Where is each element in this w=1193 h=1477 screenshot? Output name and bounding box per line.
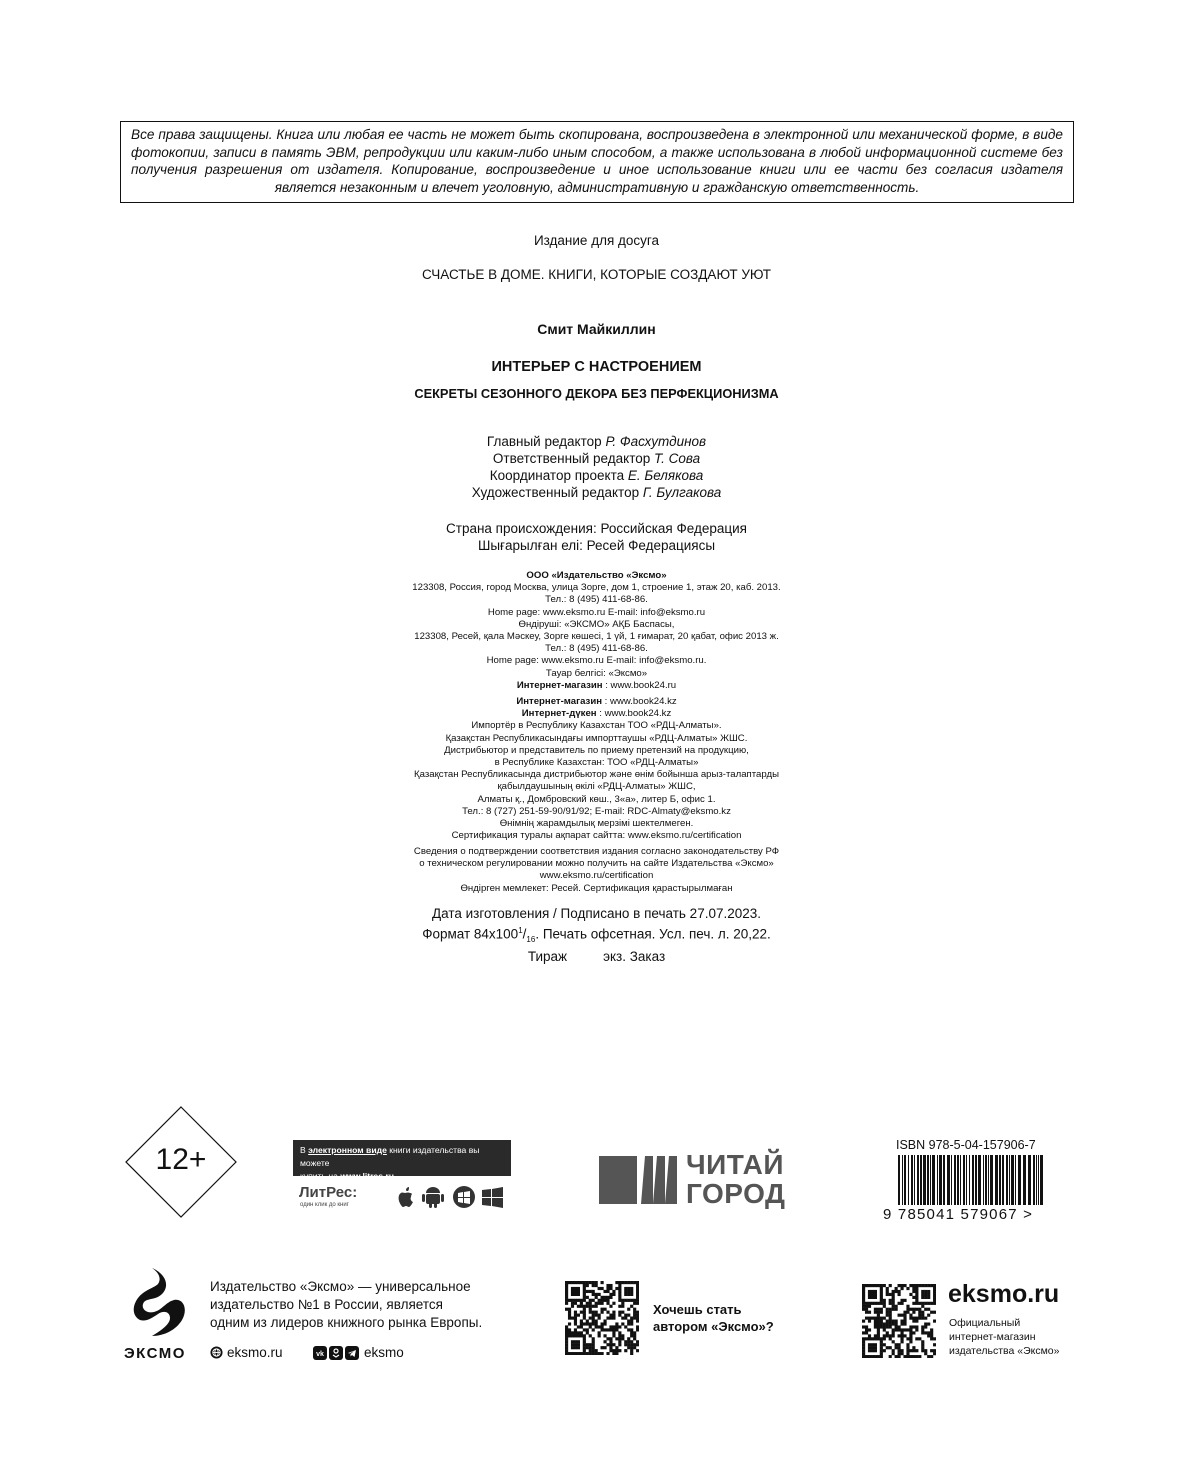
isbn-label: ISBN 978-5-04-157906-7 [896,1138,1036,1152]
publisher-line: Импортёр в Республику Казахстан ТОО «РДЦ-Алматы». [471,720,722,732]
online-shop-line: Интернет-магазин : www.book24.ru [516,679,677,691]
android-icon [422,1187,444,1208]
publisher-line: Қазақстан Республикасында дистрибьютор және өнім бойынша арыз-талаптарды [414,769,779,781]
online-shop-kz-2: Интернет-дүкен : www.book24.kz [521,708,672,720]
publisher-line: Тел.: 8 (495) 411-68-86. [545,594,648,606]
windows-icon [482,1187,503,1208]
publisher-line: Home page: www.eksmo.ru E-mail: info@eksmo.ru. [486,655,707,667]
litres-banner-line2: купить на www.litres.ru [300,1171,394,1181]
shop-desc-line: интернет-магазин [949,1331,1036,1343]
author-cta-line: автором «Эксмо»? [653,1319,774,1334]
barcode-icon [896,1155,1046,1209]
publisher-line: www.eksmo.ru/certification [539,870,654,882]
print-info [0,905,1193,965]
publisher-line: Сертификация туралы ақпарат сайтта: www.eksmo.ru/certification [451,830,742,842]
origin-info [0,520,1193,554]
vk-icon [313,1346,327,1360]
chitai-gorod-text [686,1150,785,1208]
print-date: Дата изготовления / Подписано в печать 27.07.2023. [432,906,761,921]
chitai-gorod-line1: ЧИТАЙ [686,1149,784,1180]
publisher-line: Дистрибьютор и представитель по приему претензий на продукцию, [444,744,749,756]
publisher-line: Алматы қ., Домбровский көш., 3«а», литер Б, офис 1. [477,793,716,805]
eksmo-logo [126,1266,190,1340]
print-format: Формат $84x100^1/_{16}$. Печать офсетная. Усл. печ. л. 20,22. [422,926,771,945]
eksmo-about-line: одним из лидеров книжного рынка Европы. [210,1315,483,1330]
svg-text:vk: vk [316,1350,324,1358]
publisher-line: 123308, Ресей, қала Мәскеу, Зорге көшесі, 1 үй, 1 ғимарат, 20 қабат, офис 2013 ж. [414,631,779,643]
shop-qr-code[interactable] [862,1284,936,1358]
isbn-barcode [896,1155,1046,1209]
author-qr-code[interactable] [565,1281,639,1355]
publisher-line: Өндіруші: «ЭКСМО» АҚБ Баспасы, [518,618,675,630]
print-circulation: Тираж экз. Заказ [527,949,666,965]
author-cta [653,1301,774,1335]
apple-icon [399,1187,413,1207]
litres-tagline: один клик до книг [300,1202,349,1208]
eksmo-logo-text: ЭКСМО [124,1345,186,1362]
ok-icon [329,1346,343,1360]
telegram-icon [345,1346,359,1360]
isbn-digits: 9 785041 579067 > [883,1206,1034,1223]
publisher-line: Тауар белгісі: «Эксмо» [545,667,648,679]
age-rating-badge [125,1106,237,1218]
age-rating-text: 12+ [155,1143,207,1176]
eksmo-about [210,1278,482,1332]
author-cta-line: Хочешь стать [653,1302,742,1317]
eksmo-shop-desc [949,1316,1060,1358]
platform-icons [398,1185,504,1209]
credit-line: Координатор проекта Е. Белякова [489,468,704,483]
publisher-line: в Республике Казахстан: ТОО «РДЦ-Алматы» [494,757,699,769]
publisher-line: 123308, Россия, город Москва, улица Зорге, дом 1, строение 1, этаж 20, каб. 2013. [412,582,781,594]
publisher-line: Өнімнің жарамдылық мерзімі шектелмеген. [499,818,694,830]
origin-ru: Страна происхождения: Российская Федерация [446,521,747,536]
publisher-line: о техническом регулировании можно получить на сайте Издательства «Эксмо» [419,858,774,870]
chitai-gorod-line2: ГОРОД [686,1178,786,1209]
shop-desc-line: издательства «Эксмо» [949,1345,1060,1357]
publisher-line: Тел.: 8 (727) 251-59-90/91/92; E-mail: RDC-Almaty@eksmo.kz [462,805,731,817]
publisher-line: Тел.: 8 (495) 411-68-86. [545,643,648,655]
litres-banner-line1: В электронном виде книги издательства вы можете [300,1145,480,1168]
series-title: СЧАСТЬЕ В ДОМЕ. КНИГИ, КОТОРЫЕ СОЗДАЮТ УЮТ [421,267,772,282]
book-subtitle: СЕКРЕТЫ СЕЗОННОГО ДЕКОРА БЕЗ ПЕРФЕКЦИОНИЗМА [414,386,779,401]
publisher-line: Home page: www.eksmo.ru E-mail: info@eksmo.ru [487,606,706,618]
publisher-line: Қазақстан Республикасындағы импорттаушы «РДЦ-Алматы» ЖШС. [445,732,748,744]
windows-phone-icon [453,1186,475,1208]
publisher-block-1 [0,570,1193,692]
eksmo-site-link[interactable]: eksmo.ru [210,1345,283,1360]
eksmo-shop-title: eksmo.ru [948,1280,1060,1308]
author-name: Смит Майкиллин [537,321,656,337]
publisher-line: қабылдаушының өкілі «РДЦ-Алматы» ЖШС, [497,781,696,793]
publisher-line: Сведения о подтверждении соответствия издания согласно законодательству РФ [413,846,780,857]
publisher-name: ООО «Издательство «Эксмо» [526,570,667,581]
chitai-gorod-mark-icon [599,1154,679,1206]
eksmo-social-links[interactable]: vk eksmo [313,1345,404,1360]
online-shop-kz: Интернет-магазин : www.book24.kz [516,696,677,707]
credits [0,433,1193,501]
qr-code-icon [862,1284,936,1358]
globe-icon [210,1346,223,1359]
origin-kz: Шығарылған елі: Ресей Федерациясы [477,538,716,553]
qr-code-icon [565,1281,639,1355]
shop-desc-line: Официальный [949,1317,1021,1329]
book-title: ИНТЕРЬЕР С НАСТРОЕНИЕМ [491,359,702,375]
publisher-block-3 [0,846,1193,895]
copyright-notice [120,121,1074,203]
credit-line: Художественный редактор Г. Булгакова [471,485,722,500]
edition-type: Издание для досуга [533,233,660,248]
litres-banner[interactable] [293,1140,511,1181]
publisher-block-2 [0,696,1193,842]
chitai-gorod-logo [599,1154,679,1206]
copyright-notice-text: Все права защищены. Книга или любая ее часть не может быть скопирована, воспроизведена в электронной или механической форме, в виде фотокопии, записи в память ЭВМ, репродукции или каким-либо иным способом, а также использована в любой информационной системе без получения разрешения от издателя. Копирование, воспроизведение и иное использование книги или ее части без согласия издателя является незаконным и влечет уголовную, административную и гражданскую ответственность. [131,127,1063,195]
credit-line: Ответственный редактор Т. Сова [492,451,701,466]
publisher-line: Өндірген мемлекет: Ресей. Сертификация қарастырылмаған [460,882,733,894]
litres-brand: ЛитРес: [299,1184,358,1201]
eksmo-logo-icon [126,1266,190,1340]
eksmo-about-line: издательство №1 в России, является [210,1297,443,1312]
eksmo-about-line: Издательство «Эксмо» — универсальное [210,1279,471,1294]
credit-line: Главный редактор Р. Фасхутдинов [486,434,707,449]
